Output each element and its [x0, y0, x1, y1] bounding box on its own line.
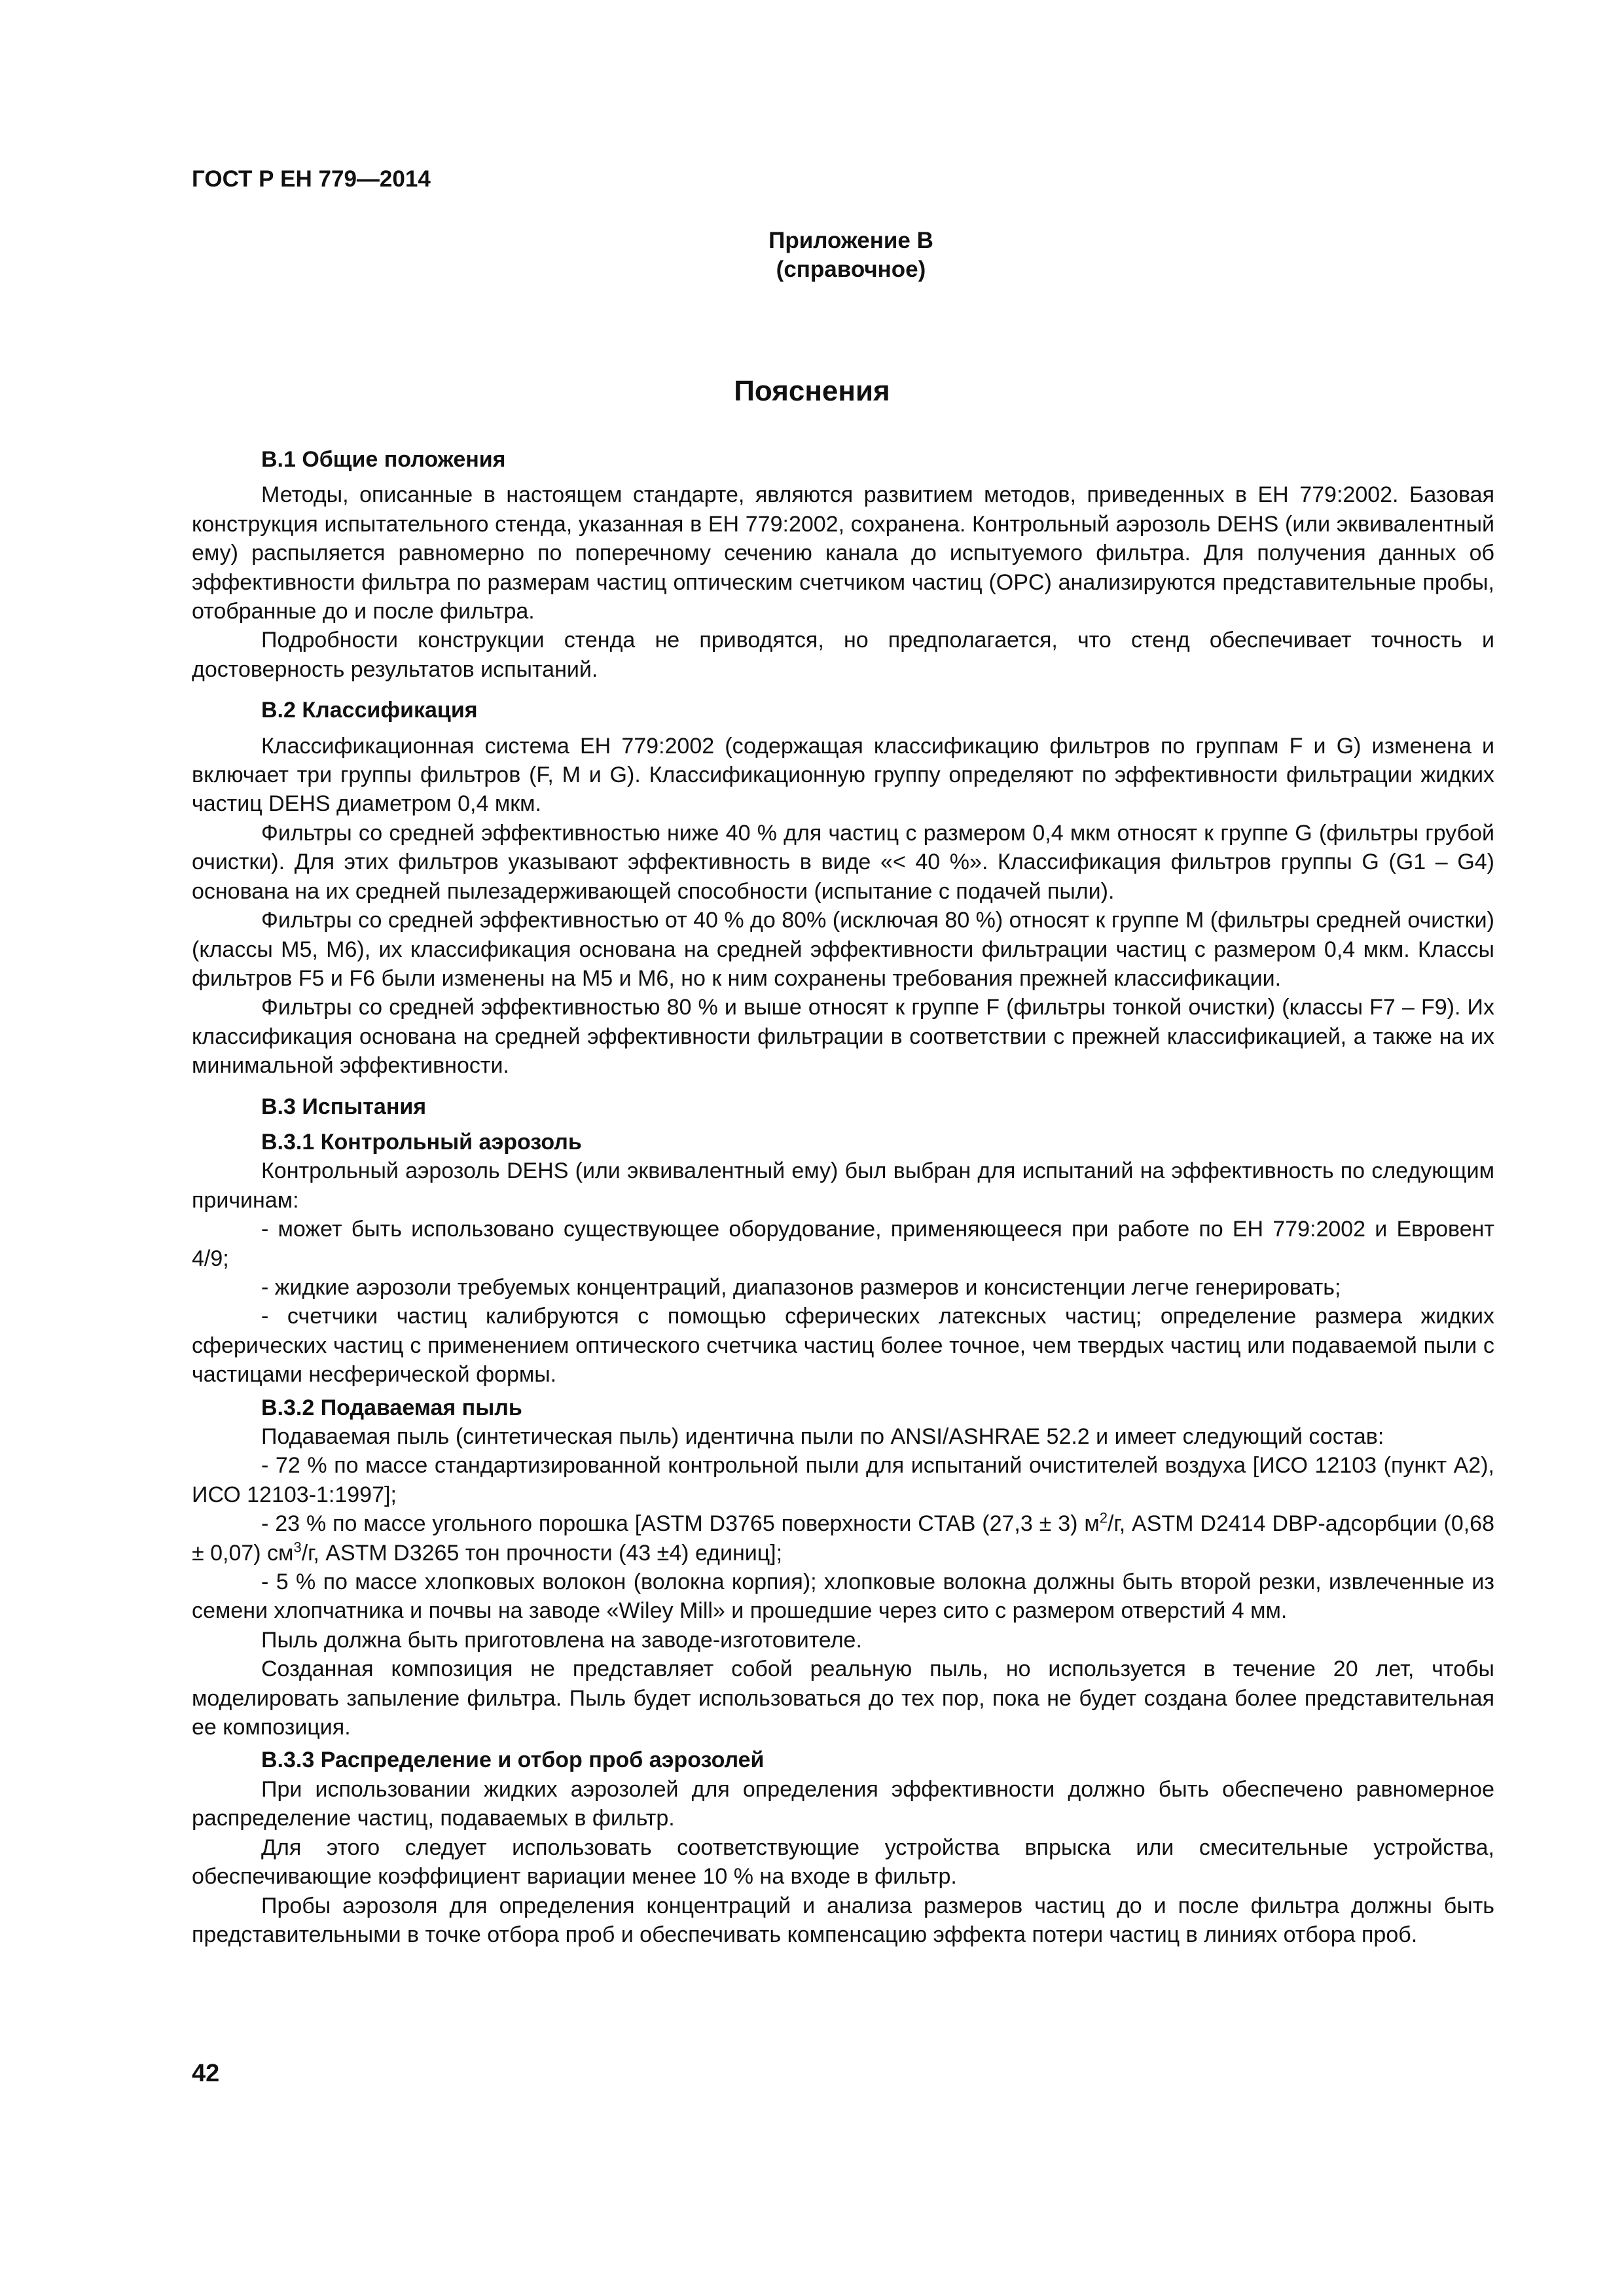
paragraph: Фильтры со средней эффективностью 80 % и выше относят к группе F (фильтры тонкой очистки) (классы F7 – F9). Их классификация основана на средней эффективности фильтрации в соответствии с прежней классификацией, а также на их минимальной эффективности. [192, 995, 1494, 1079]
paragraph: Созданная композиция не представляет собой реальную пыль, но используется в течение 20 лет, чтобы моделировать запыление фильтра. Пыль будет использоваться до тех пор, пока не будет создана более представительная ее композиция. [192, 1657, 1494, 1740]
text-run: /г, ASTM D2414 DBP-адсорбции (0,68 ± 0,07) см [192, 1511, 1494, 1566]
list-item [192, 1509, 1494, 1568]
page-number: 42 [192, 2060, 220, 2087]
paragraph: Для этого следует использовать соответствующие устройства впрыска или смесительные устройства, обеспечивающие коэффициент вариации менее 10 % на входе в фильтр. [192, 1835, 1494, 1890]
paragraph: Фильтры со средней эффективностью ниже 40 % для частиц с размером 0,4 мкм относят к группе G (фильтры грубой очистки). Для этих фильтров указывают эффективность в виде «< 40 %». Классификация фильтров группы G (G1 – G4) основана на их средней пылезадерживающей способности (испытание с подачей пыли). [192, 820, 1494, 904]
page-title: Пояснения [734, 375, 890, 407]
subsection-heading-b31: В.3.1 Контрольный аэрозоль [261, 1129, 582, 1155]
section-heading-b3: В.3 Испытания [261, 1094, 427, 1119]
list-item: - счетчики частиц калибруются с помощью сферических латексных частиц; определение размера жидких сферических частиц с применением оптического счетчика частиц более точное, чем твердых частиц или подаваемой пыли с частицами несферической формы. [192, 1304, 1494, 1388]
paragraph: Классификационная система ЕН 779:2002 (содержащая классификацию фильтров по группам F и G) изменена и включает три группы фильтров (F, M и G). Классификационную группу определяют по эффективности фильтрации жидких частиц DEHS диаметром 0,4 мкм. [192, 733, 1494, 817]
superscript: 3 [293, 1539, 302, 1556]
paragraph: При использовании жидких аэрозолей для определения эффективности должно быть обеспечено равномерное распределение частиц, подаваемых в фильтр. [192, 1776, 1494, 1831]
annex-label: Приложение В [768, 228, 933, 253]
document-body [192, 445, 1494, 1949]
paragraph: Подробности конструкции стенда не приводятся, но предполагается, что стенд обеспечивает точность и достоверность результатов испытаний. [192, 628, 1494, 682]
section-heading-b1: В.1 Общие положения [261, 447, 506, 472]
text-run: /г, ASTM D3265 тон прочности (43 ±4) единиц]; [301, 1540, 783, 1566]
subsection-heading-b32: В.3.2 Подаваемая пыль [261, 1395, 522, 1420]
paragraph: Контрольный аэрозоль DEHS (или эквивалентный ему) был выбран для испытаний на эффективность по следующим причинам: [192, 1158, 1494, 1213]
paragraph: Методы, описанные в настоящем стандарте, являются развитием методов, приведенных в ЕН 779:2002. Базовая конструкция испытательного стенда, указанная в ЕН 779:2002, сохранена. Контрольный аэрозоль DEHS (или эквивалентный ему) распыляется равномерно по поперечному сечению канала до испытуемого фильтра. Для получения данных об эффективности фильтра по размерам частиц оптическим счетчиком частиц (OPC) анализируются представительные пробы, отобранные до и после фильтра. [192, 482, 1494, 624]
superscript: 2 [1099, 1509, 1108, 1526]
annex-heading [681, 226, 1021, 284]
text-run: - 23 % по массе угольного порошка [ASTM D3765 поверхности CTAB (27,3 ± 3) м [261, 1511, 1100, 1537]
paragraph: Пробы аэрозоля для определения концентраций и анализа размеров частиц до и после фильтра должны быть представительными в точке отбора проб и обеспечивать компенсацию эффекта потери частиц в линиях отбора проб. [192, 1893, 1494, 1947]
paragraph: Пыль должна быть приготовлена на заводе-изготовителе. [261, 1627, 862, 1653]
section-heading-b2: В.2 Классификация [261, 698, 478, 723]
document-header: ГОСТ Р ЕН 779—2014 [192, 166, 431, 192]
paragraph: Фильтры со средней эффективностью от 40 % до 80% (исключая 80 %) относят к группе M (фильтры средней очистки) (классы M5, M6), их классификация основана на средней эффективности фильтрации частиц с размером 0,4 мкм. Классы фильтров F5 и F6 были изменены на M5 и M6, но к ним сохранены требования прежней классификации. [192, 908, 1494, 991]
paragraph: Подаваемая пыль (синтетическая пыль) идентична пыли по ANSI/ASHRAE 52.2 и имеет следующий состав: [261, 1424, 1384, 1449]
list-item: - может быть использовано существующее оборудование, применяющееся при работе по ЕН 779:2002 и Евровент 4/9; [192, 1217, 1494, 1271]
list-item: - жидкие аэрозоли требуемых концентраций, диапазонов размеров и консистенции легче генерировать; [261, 1274, 1341, 1300]
subsection-heading-b33: В.3.3 Распределение и отбор проб аэрозолей [261, 1748, 765, 1773]
list-item: - 5 % по массе хлопковых волокон (волокна корпия); хлопковые волокна должны быть второй резки, извлеченные из семени хлопчатника и почвы на заводе «Wiley Mill» и прошедшие через сито с размером отверстий 4 мм. [192, 1570, 1494, 1624]
list-item: - 72 % по массе стандартизированной контрольной пыли для испытаний очистителей воздуха [ИСО 12103 (пункт А2), ИСО 12103-1:1997]; [192, 1453, 1494, 1507]
annex-type: (справочное) [776, 257, 926, 282]
